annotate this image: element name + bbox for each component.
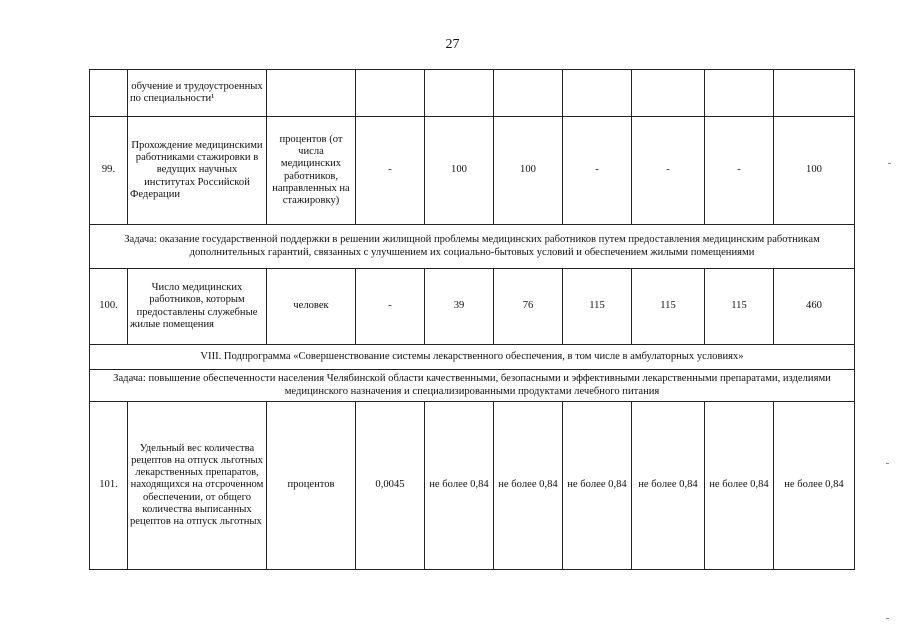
value-cell: 100 <box>425 117 494 225</box>
scan-speck <box>886 463 889 464</box>
section-title: VIII. Подпрограмма «Совершенствование системы лекарственного обеспечения, в том числе в амбулаторных условиях» <box>90 345 855 370</box>
value-cell: 76 <box>494 269 563 345</box>
value-cell: не более 0,84 <box>705 402 774 570</box>
row-number <box>90 70 128 117</box>
task-text: Задача: оказание государственной поддержки в решении жилищной проблемы медицинских работников путем предоставления медицинским работникам дополнительных гарантий, связанных с улучшением их социально-бытовых условий и обеспечением жилыми помещениями <box>90 225 855 269</box>
table-row <box>90 117 855 225</box>
value-cell: не более 0,84 <box>632 402 705 570</box>
table-row <box>90 269 855 345</box>
scan-speck <box>888 163 891 164</box>
indicator-name: Прохождение медицинскими работниками стажировки в ведущих научных институтах Российской Федерации <box>128 117 267 225</box>
unit-cell <box>267 70 356 117</box>
scan-speck <box>886 618 889 619</box>
value-cell: - <box>356 117 425 225</box>
value-cell: 115 <box>632 269 705 345</box>
indicator-name: Число медицинских работников, которым предоставлены служебные жилые помещения <box>128 269 267 345</box>
indicator-name: обучение и трудоустроенных по специальности¹ <box>128 70 267 117</box>
page-number: 27 <box>445 37 460 52</box>
value-cell: - <box>705 117 774 225</box>
task-text: Задача: повышение обеспеченности населения Челябинской области качественными, безопасными и эффективными лекарственными препаратами, изделиями медицинского назначения и специализированными продуктами лечебного питания <box>90 370 855 402</box>
table-row <box>90 70 855 117</box>
value-cell <box>494 70 563 117</box>
row-number: 101. <box>90 402 128 570</box>
value-cell: 100 <box>494 117 563 225</box>
value-cell: не более 0,84 <box>774 402 855 570</box>
unit-cell: процентов <box>267 402 356 570</box>
value-cell <box>774 70 855 117</box>
value-cell <box>705 70 774 117</box>
unit-cell: процентов (от числа медицинских работников, направленных на стажировку) <box>267 117 356 225</box>
value-cell: 0,0045 <box>356 402 425 570</box>
row-number: 100. <box>90 269 128 345</box>
indicator-name: Удельный вес количества рецептов на отпуск льготных лекарственных препаратов, находящихся на отсроченном обеспечении, от общего количества выписанных рецептов на отпуск льготных <box>128 402 267 570</box>
value-cell: 115 <box>563 269 632 345</box>
table-row <box>90 402 855 570</box>
value-cell: 115 <box>705 269 774 345</box>
task-row <box>90 370 855 402</box>
value-cell: 39 <box>425 269 494 345</box>
unit-cell: человек <box>267 269 356 345</box>
value-cell: не более 0,84 <box>494 402 563 570</box>
value-cell: - <box>563 117 632 225</box>
value-cell: - <box>356 269 425 345</box>
value-cell: 460 <box>774 269 855 345</box>
value-cell <box>563 70 632 117</box>
value-cell: не более 0,84 <box>425 402 494 570</box>
value-cell <box>632 70 705 117</box>
indicators-table <box>89 69 855 570</box>
value-cell: 100 <box>774 117 855 225</box>
task-row <box>90 225 855 269</box>
value-cell <box>356 70 425 117</box>
value-cell: - <box>632 117 705 225</box>
value-cell: не более 0,84 <box>563 402 632 570</box>
row-number: 99. <box>90 117 128 225</box>
value-cell <box>425 70 494 117</box>
section-row <box>90 345 855 370</box>
